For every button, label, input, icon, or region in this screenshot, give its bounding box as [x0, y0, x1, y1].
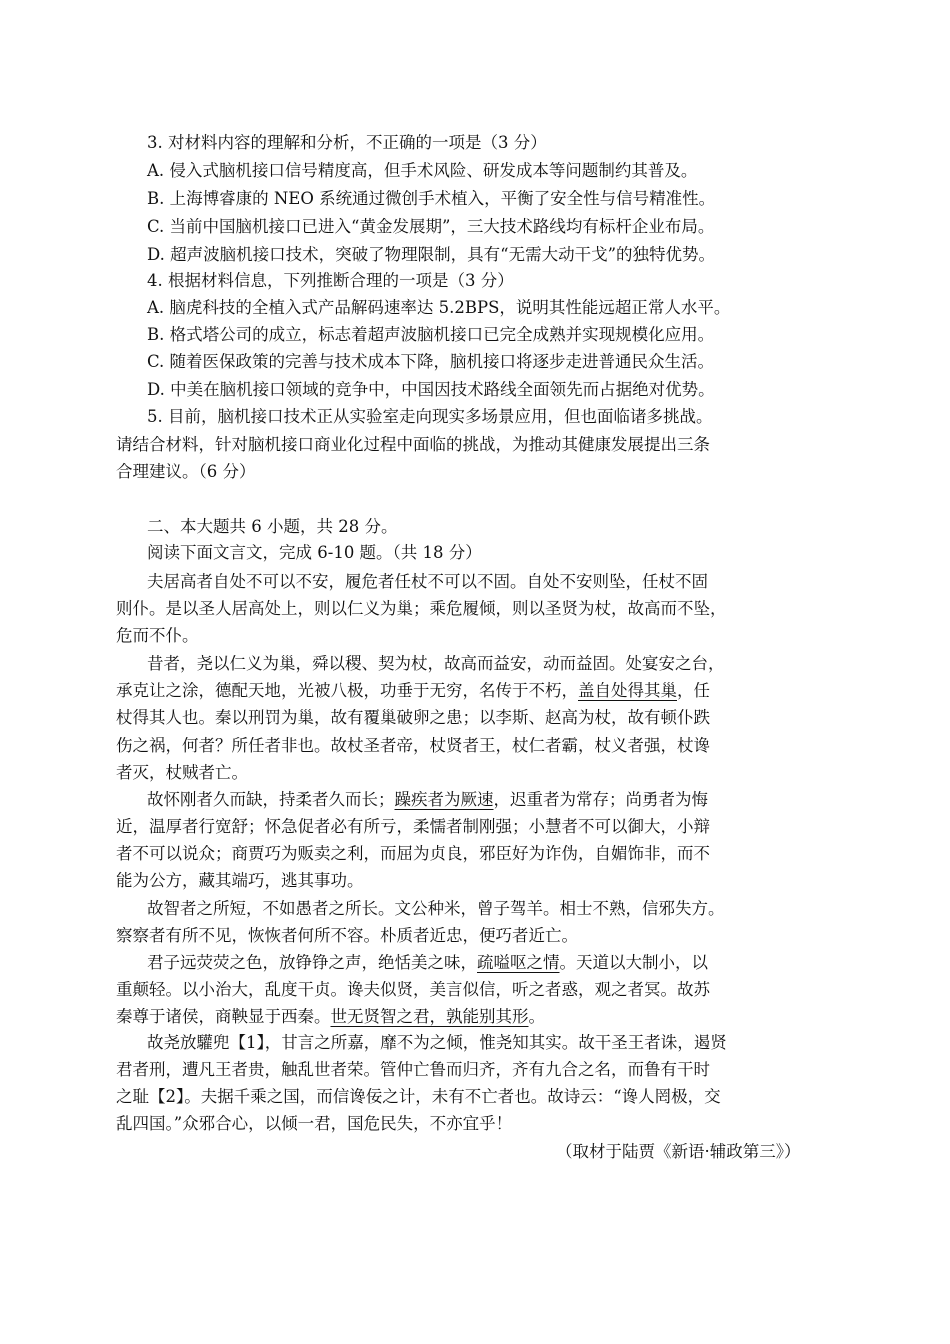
passage-instruction: 阅读下面文言文，完成 6-10 题。（共 18 分）: [147, 543, 482, 562]
q4-stem: 4. 根据材料信息，下列推断合理的一项是（3 分）: [147, 271, 514, 290]
q4-option-a: A. 脑虎科技的全植入式产品解码速率达 5.2BPS，说明其性能远超正常人水平。: [147, 298, 731, 317]
passage-line: 则仆。是以圣人居高处上，则以仁义为巢；乘危履倾，则以圣贤为杖，故高而不坠，: [116, 599, 727, 618]
passage-line: 乱四国。”众邪合心，以倾一君，国危民失，不亦宜乎！: [116, 1114, 513, 1133]
passage-line: 故怀刚者久而缺，持柔者久而长；躁疾者为厥速，迟重者为常存；尚勇者为悔: [147, 790, 708, 809]
passage-line: 重颠轻。以小治大，乱度干贞。谗夫似贤，美言似信，听之者惑，观之者冥。故苏: [116, 980, 710, 999]
underlined-phrase: 躁疾者为厥速: [394, 790, 494, 809]
underlined-phrase: 盖自处得其巢: [578, 681, 677, 700]
passage-line: 故尧放驩兜【1】，甘言之所嘉，靡不为之倾，惟尧知其实。故干圣王者诛，遏贤: [147, 1033, 727, 1052]
passage-line: 承克让之涂，德配天地，光被八极，功垂于无穷，名传于不朽，盖自处得其巢，任: [116, 681, 710, 700]
q3-stem: 3. 对材料内容的理解和分析，不正确的一项是（3 分）: [147, 133, 547, 152]
passage-line: 察察者有所不见，恢恢者何所不容。朴质者近忠，便巧者近亡。: [116, 926, 578, 945]
passage-line: 者不可以说众；商贾巧为贩卖之利，而屈为贞良，邪臣好为诈伪，自媚饰非，而不: [116, 844, 710, 863]
q4-option-d: D. 中美在脑机接口领域的竞争中，中国因技术路线全面领先而占据绝对优势。: [147, 380, 715, 399]
passage-line: 危而不仆。: [116, 626, 199, 645]
q5-line-2: 请结合材料，针对脑机接口商业化过程中面临的挑战，为推动其健康发展提出三条: [116, 435, 710, 454]
passage-line: 杖得其人也。秦以刑罚为巢，故有覆巢破卵之患；以李斯、赵高为杖，故有顿仆跌: [116, 708, 710, 727]
passage-line: 君子远荧荧之色，放铮铮之声，绝恬美之味，疏嗌呕之情。天道以大制小，以: [147, 953, 708, 972]
passage-line: 秦尊于诸侯，商鞅显于西秦。世无贤智之君，孰能别其形。: [116, 1007, 545, 1026]
passage-line: 伤之祸，何者？所任者非也。故杖圣者帝，杖贤者王，杖仁者霸，杖义者强，杖谗: [116, 736, 710, 755]
passage-source: （取材于陆贾《新语·辅政第三》）: [556, 1142, 801, 1161]
q3-option-d: D. 超声波脑机接口技术，突破了物理限制，具有“无需大动干戈”的独特优势。: [147, 245, 716, 264]
passage-line: 君者刑，遭凡王者贵，触乱世者荣。管仲亡鲁而归齐，齐有九合之名，而鲁有干时: [116, 1060, 710, 1079]
section-2-heading: 二、本大题共 6 小题，共 28 分。: [147, 517, 398, 536]
q5-line-3: 合理建议。（6 分）: [116, 462, 256, 481]
passage-line: 者灭，杖贼者亡。: [116, 763, 248, 782]
passage-line: 能为公方，藏其端巧，逃其事功。: [116, 871, 364, 890]
q3-option-b: B. 上海博睿康的 NEO 系统通过微创手术植入，平衡了安全性与信号精准性。: [147, 189, 716, 208]
q5-line-1: 5. 目前，脑机接口技术正从实验室走向现实多场景应用，但也面临诸多挑战。: [147, 407, 713, 426]
underlined-phrase: 疏嗌呕之情: [477, 953, 560, 972]
underlined-phrase: 世无贤智之君，孰能别其形: [330, 1007, 529, 1026]
passage-line: 夫居高者自处不可以不安，履危者任杖不可以不固。自处不安则坠，任杖不固: [147, 572, 708, 591]
q3-option-c: C. 当前中国脑机接口已进入“黄金发展期”，三大技术路线均有标杆企业布局。: [147, 217, 715, 236]
passage-line: 昔者，尧以仁义为巢，舜以稷、契为杖，故高而益安，动而益固。处宴安之台，: [147, 654, 725, 673]
passage-line: 故智者之所短，不如愚者之所长。文公种米，曾子驾羊。相士不熟，信邪失方。: [147, 899, 725, 918]
q4-option-b: B. 格式塔公司的成立，标志着超声波脑机接口已完全成熟并实现规模化应用。: [147, 325, 715, 344]
q4-option-c: C. 随着医保政策的完善与技术成本下降，脑机接口将逐步走进普通民众生活。: [147, 352, 715, 371]
passage-line: 之耻【2】。夫据千乘之国，而信谗佞之计，未有不亡者也。故诗云：“谗人罔极，交: [116, 1087, 721, 1106]
passage-line: 近，温厚者行宽舒；怀急促者必有所亏，柔懦者制刚强；小慧者不可以御大，小辩: [116, 817, 710, 836]
q3-option-a: A. 侵入式脑机接口信号精度高，但手术风险、研发成本等问题制约其普及。: [147, 161, 698, 180]
